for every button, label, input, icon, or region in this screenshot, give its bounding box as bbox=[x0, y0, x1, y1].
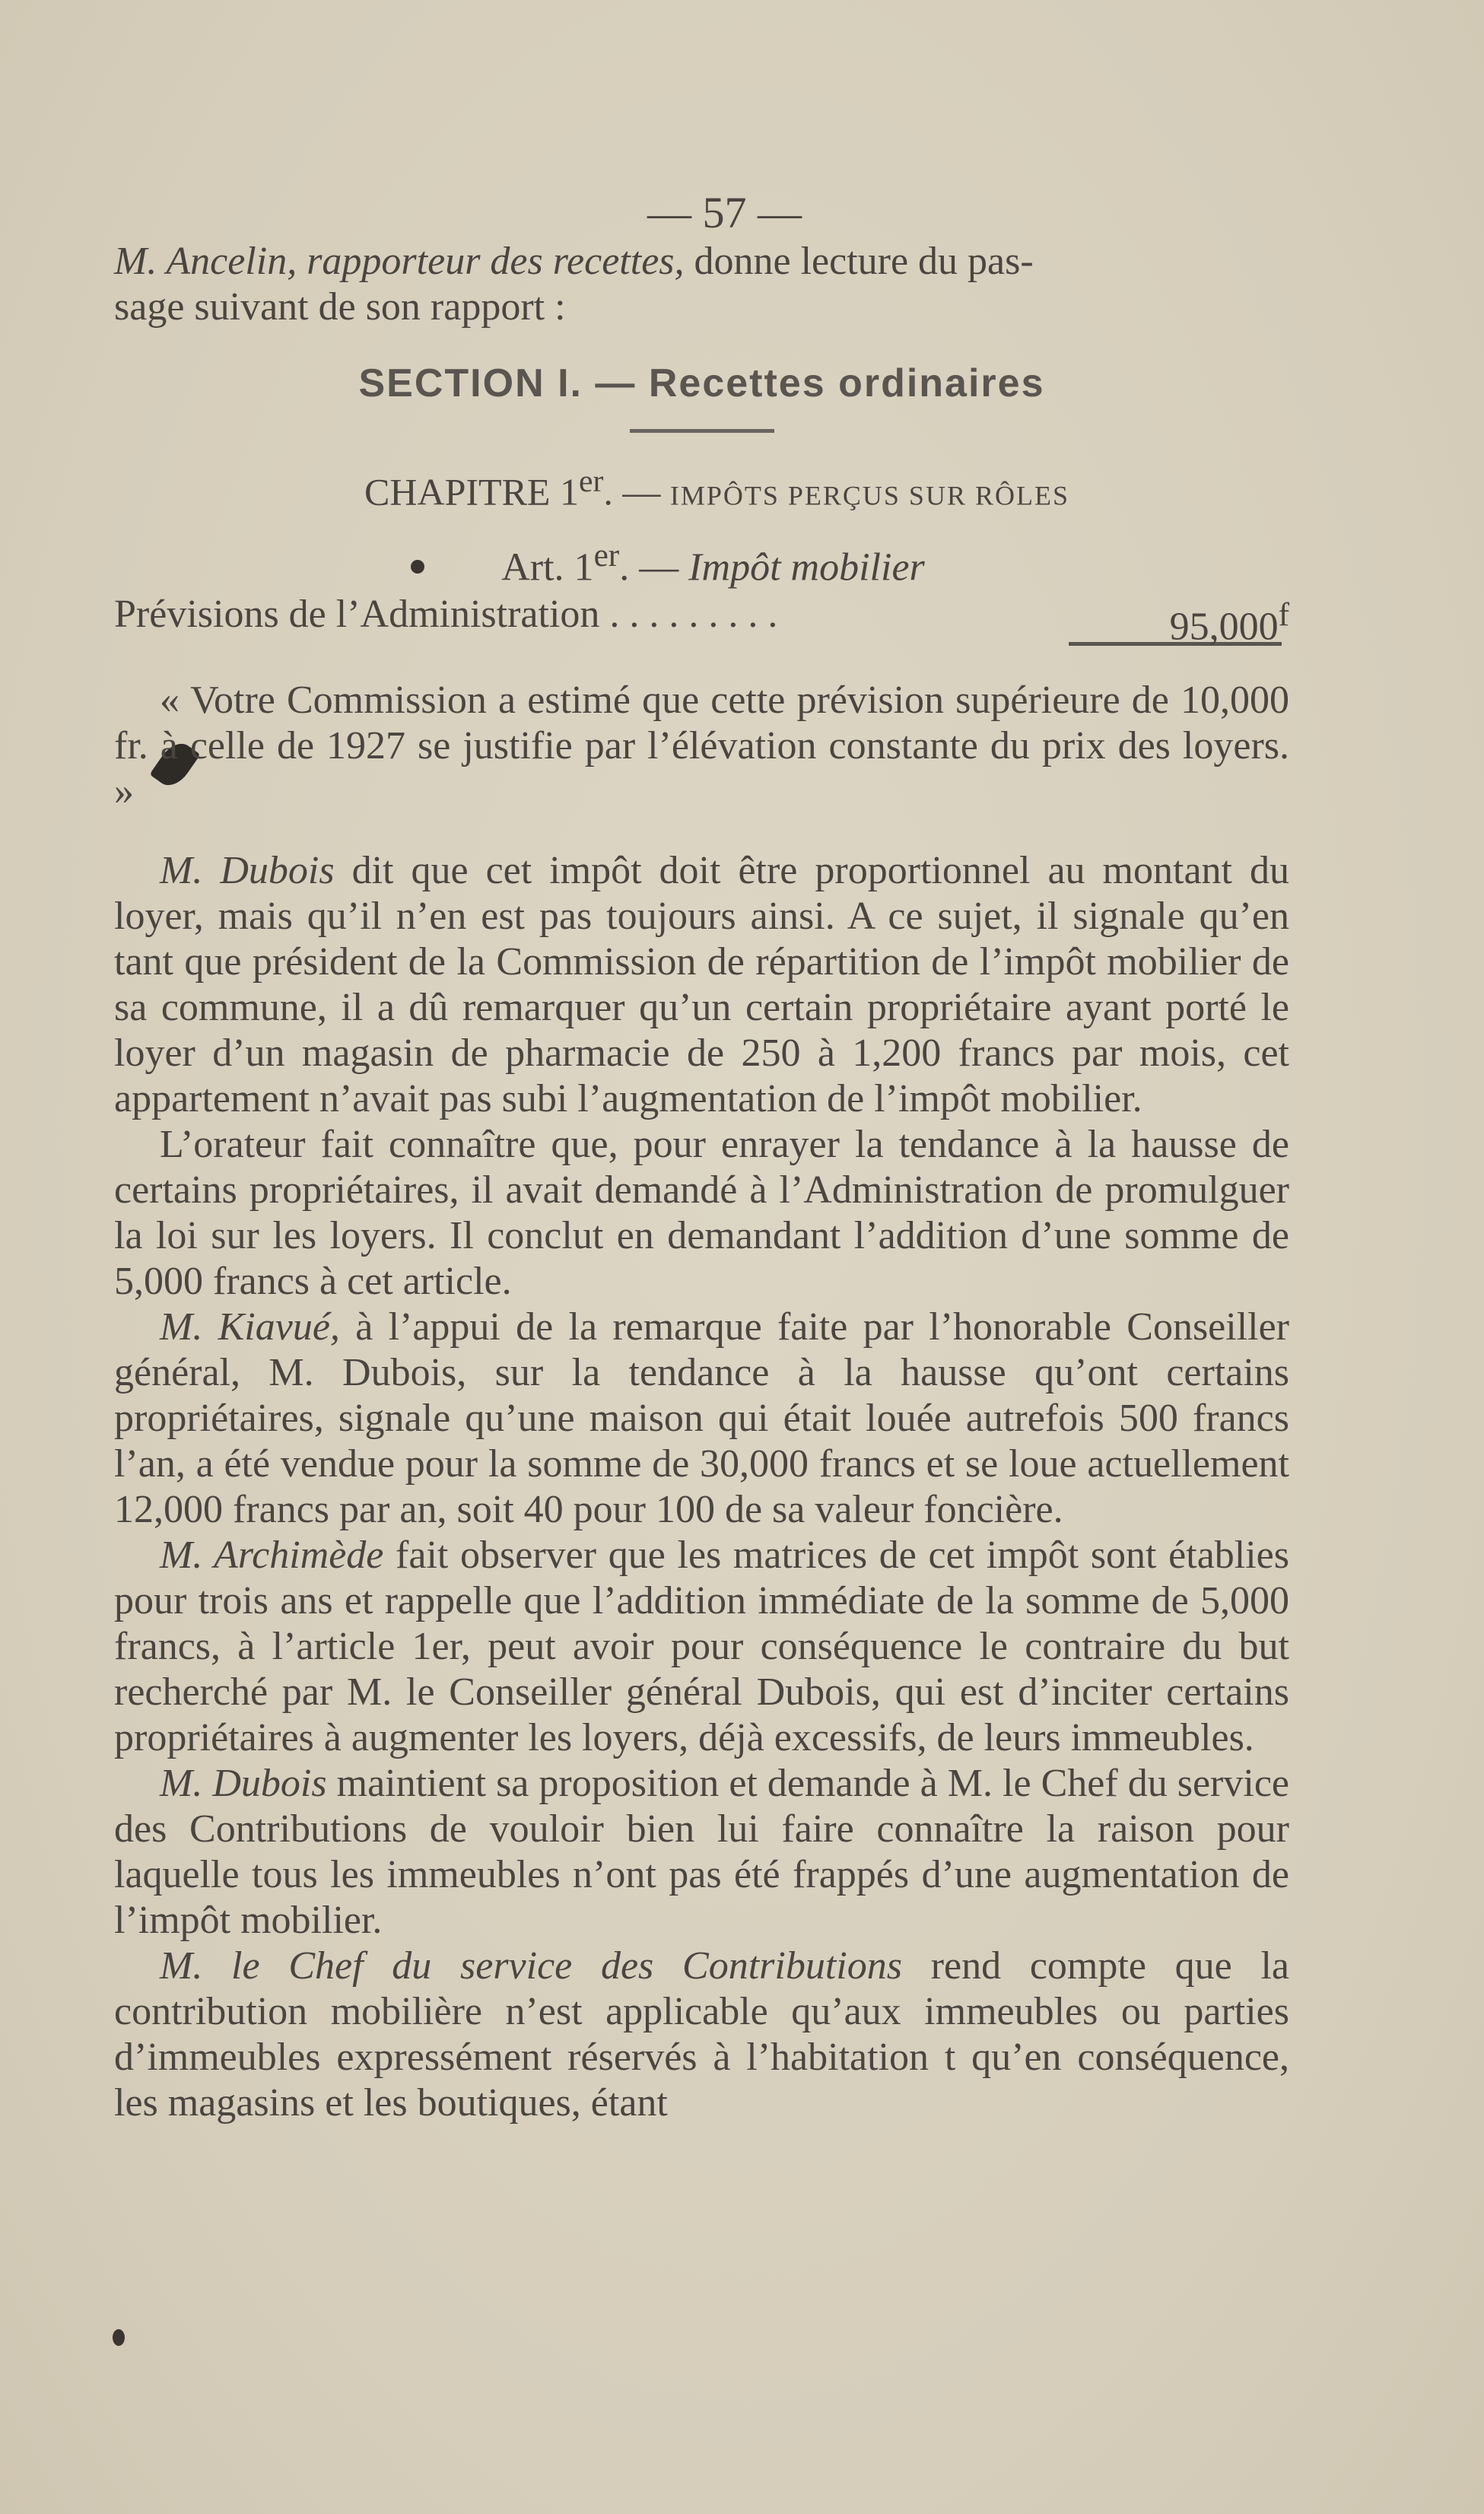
paragraph-speaker: M. Dubois bbox=[160, 848, 335, 892]
article-sep: . — bbox=[619, 545, 689, 589]
chapter-sup: er bbox=[578, 464, 604, 499]
paragraph-text: à l’appui de la remarque faite par l’honorable Conseiller général, M. Dubois, sur la tendance à la hausse qu’ont certains propriétaires, signale qu’une maison qui était louée autrefois 500 francs l’an, a été vendue pour la somme de 30,000 francs et se loue actuellement 12,000 francs par an, soit 40 pour 100 de sa valeur foncière. bbox=[114, 1305, 1289, 1531]
spacer bbox=[114, 815, 1289, 848]
paragraph-4 bbox=[114, 1305, 1289, 1533]
paragraph-text: « Votre Commission a estimé que cette prévision supérieure de 10,000 fr. à celle de 1927 se justifie par l’élévation constante du prix des loyers. » bbox=[114, 678, 1289, 813]
previsions-amount-value: 95,000 bbox=[1169, 605, 1279, 649]
text-column bbox=[114, 190, 1289, 2126]
paragraph-text: fait observer que les matrices de cet impôt sont établies pour trois ans et rappelle que l’addition immédiate de la somme de 5,000 francs, à l’article 1er, peut avoir pour conséquence le contraire du but recherché par M. le Conseiller général Dubois, qui est d’inciter certains propriétaires à augmenter les loyers, déjà excessifs, de leurs immeubles. bbox=[114, 1533, 1289, 1759]
previsions-amount bbox=[1170, 592, 1289, 650]
paragraph-text: dit que cet impôt doit être proportionnel au montant du loyer, mais qu’il n’en est pas toujours ainsi. A ce sujet, il signale qu’en tant que président de la Commission de répartition de l’impôt mobilier de sa commune, il a dû remarquer qu’un certain propriétaire ayant porté le loyer d’un magasin de pharmacie de 250 à 1,200 francs par mois, cet appartement n’avait pas subi l’augmentation de l’impôt mobilier. bbox=[114, 848, 1289, 1120]
article-title: Impôt mobilier bbox=[688, 545, 925, 589]
article-prefix: Art. 1 bbox=[501, 545, 594, 589]
intro-speaker: M. Ancelin, rapporteur des recettes, bbox=[114, 240, 685, 283]
intro-text-1: donne lecture du pas- bbox=[684, 240, 1034, 283]
previsions-amount-sup: f bbox=[1278, 596, 1289, 633]
footer-mark bbox=[113, 2329, 125, 2346]
paragraph-speaker: M. Kiavué, bbox=[160, 1305, 340, 1349]
paragraph-speaker: M. le Chef du service des Contributions bbox=[160, 1944, 902, 1988]
intro-paragraph bbox=[114, 239, 1289, 330]
paragraph-3 bbox=[114, 1122, 1289, 1305]
paragraph-text: L’orateur fait connaître que, pour enrayer la tendance à la hausse de certains propriétaires, il avait demandé à l’Administration de promulguer la loi sur les loyers. Il conclut en demandant l’addition d’une somme de 5,000 francs à cet article. bbox=[114, 1122, 1289, 1303]
article-sup: er bbox=[593, 536, 620, 574]
previsions-line bbox=[114, 592, 1289, 649]
chapter-sep: . — bbox=[603, 470, 670, 513]
paragraph-2 bbox=[114, 848, 1289, 1122]
chapter-heading bbox=[145, 459, 1289, 519]
paragraph-6 bbox=[114, 1761, 1289, 1944]
paragraph-speaker: M. Archimède bbox=[160, 1533, 384, 1577]
page-number: — 57 — bbox=[647, 188, 802, 237]
paragraph-7 bbox=[114, 1944, 1289, 2126]
section-rule bbox=[630, 429, 774, 433]
chapter-title: IMPÔTS PERÇUS SUR RÔLES bbox=[669, 480, 1069, 511]
section-title: SECTION I. — Recettes ordinaires bbox=[358, 361, 1045, 405]
chapter-prefix: CHAPITRE 1 bbox=[364, 470, 579, 513]
paragraph-text: maintient sa proposition et demande à M. le Chef du service des Contributions de vouloir bien lui faire connaître la raison pour laquelle tous les immeubles n’ont pas été frappés d’une augmentation de l’impôt mobilier. bbox=[114, 1761, 1289, 1942]
intro-text-2: sage suivant de son rapport : bbox=[114, 285, 566, 329]
paragraph-speaker: M. Dubois bbox=[160, 1761, 327, 1805]
paragraph-text: rend compte que la contribution mobilière n’est applicable qu’aux immeubles ou parties d’immeubles expressément réservés à l’habitation t qu’en conséquence, les magasins et les boutiques, étant bbox=[114, 1944, 1289, 2125]
paragraph-5 bbox=[114, 1533, 1289, 1761]
previsions-label: Prévisions de l’Administration . . . . . . . . . bbox=[114, 592, 778, 636]
paragraph-1 bbox=[114, 678, 1289, 815]
article-heading bbox=[137, 532, 1289, 590]
